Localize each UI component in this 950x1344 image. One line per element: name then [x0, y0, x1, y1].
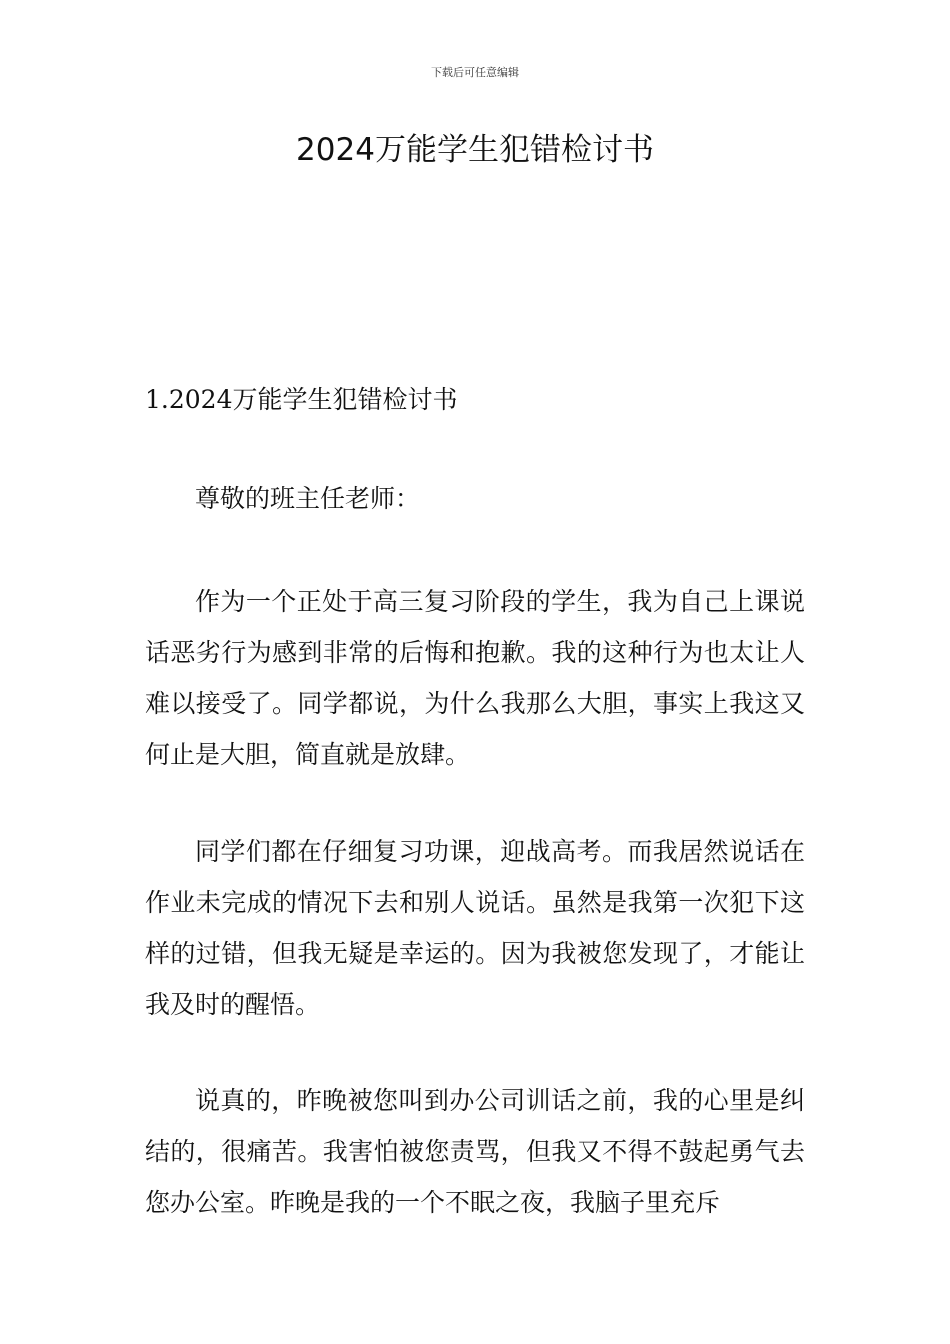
paragraph-2: 同学们都在仔细复习功课，迎战高考。而我居然说话在作业未完成的情况下去和别人说话。虽然是我第一次犯下这样的过错，但我无疑是幸运的。因为我被您发现了，才能让我及时的醒悟。 [145, 837, 805, 1019]
paragraph-3: 说真的，昨晚被您叫到办公司训话之前，我的心里是纠结的，很痛苦。我害怕被您责骂，但我又不得不鼓起勇气去您办公室。昨晚是我的一个不眠之夜，我脑子里充斥 [145, 1086, 805, 1217]
salutation: 尊敬的班主任老师： [195, 484, 421, 513]
document-title: 2024万能学生犯错检讨书 [296, 132, 654, 168]
section-heading: 1.2024万能学生犯错检讨书 [145, 385, 458, 414]
header-note: 下载后可任意编辑 [431, 66, 519, 79]
paragraph-1: 作为一个正处于高三复习阶段的学生，我为自己上课说话恶劣行为感到非常的后悔和抱歉。我的这种行为也太让人难以接受了。同学都说，为什么我那么大胆，事实上我这又何止是大胆，简直就是放肆。 [145, 587, 805, 769]
